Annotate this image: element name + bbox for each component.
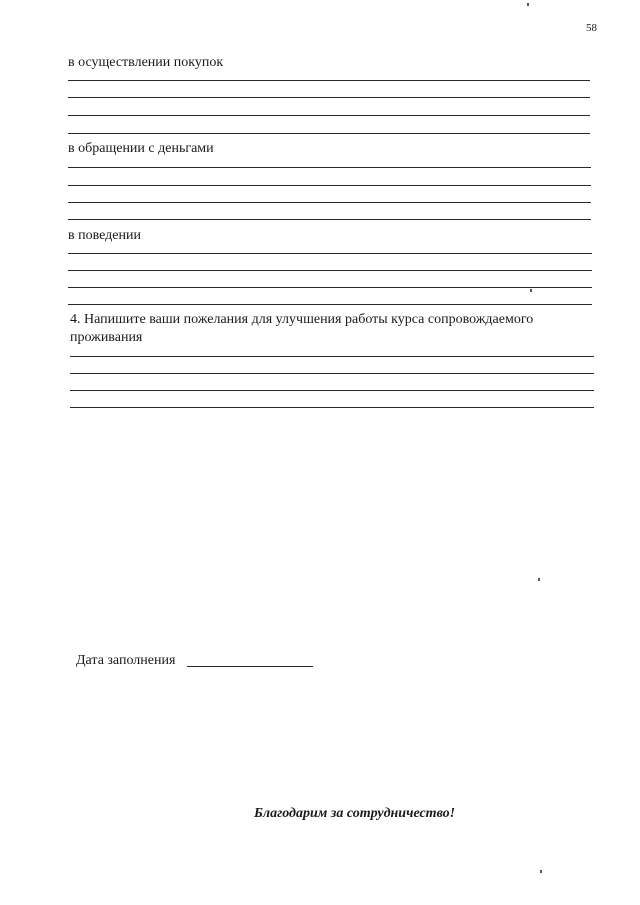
answer-line: [68, 167, 591, 168]
answer-line: [68, 219, 591, 220]
answer-line: [68, 97, 590, 98]
answer-line: [68, 304, 592, 305]
answer-line: [68, 133, 590, 134]
answer-line: [70, 373, 594, 374]
answer-line: [68, 202, 591, 203]
thanks-note: Благодарим за сотрудничество!: [254, 806, 456, 821]
answer-line: [70, 356, 594, 357]
section-label-purchases: в осуществлении покупок: [68, 55, 224, 70]
scan-speck: [538, 578, 540, 581]
scan-speck: [530, 289, 532, 292]
answer-line: [70, 390, 594, 391]
scan-speck: [540, 870, 542, 873]
answer-line: [70, 407, 594, 408]
answer-line: [68, 185, 591, 186]
date-field-line[interactable]: [187, 666, 313, 667]
answer-line: [68, 270, 592, 271]
answer-line: [68, 287, 592, 288]
answer-line: [68, 80, 590, 81]
question-4: 4. Напишите ваши пожелания для улучшения работы курса сопровождаемого проживания: [70, 312, 534, 345]
page-number: 58: [586, 22, 597, 34]
section-label-money: в обращении с деньгами: [68, 141, 214, 156]
answer-line: [68, 115, 590, 116]
date-label: Дата заполнения: [76, 653, 176, 668]
answer-line: [68, 253, 592, 254]
scan-speck: [527, 3, 529, 6]
section-label-behavior: в поведении: [68, 228, 141, 243]
